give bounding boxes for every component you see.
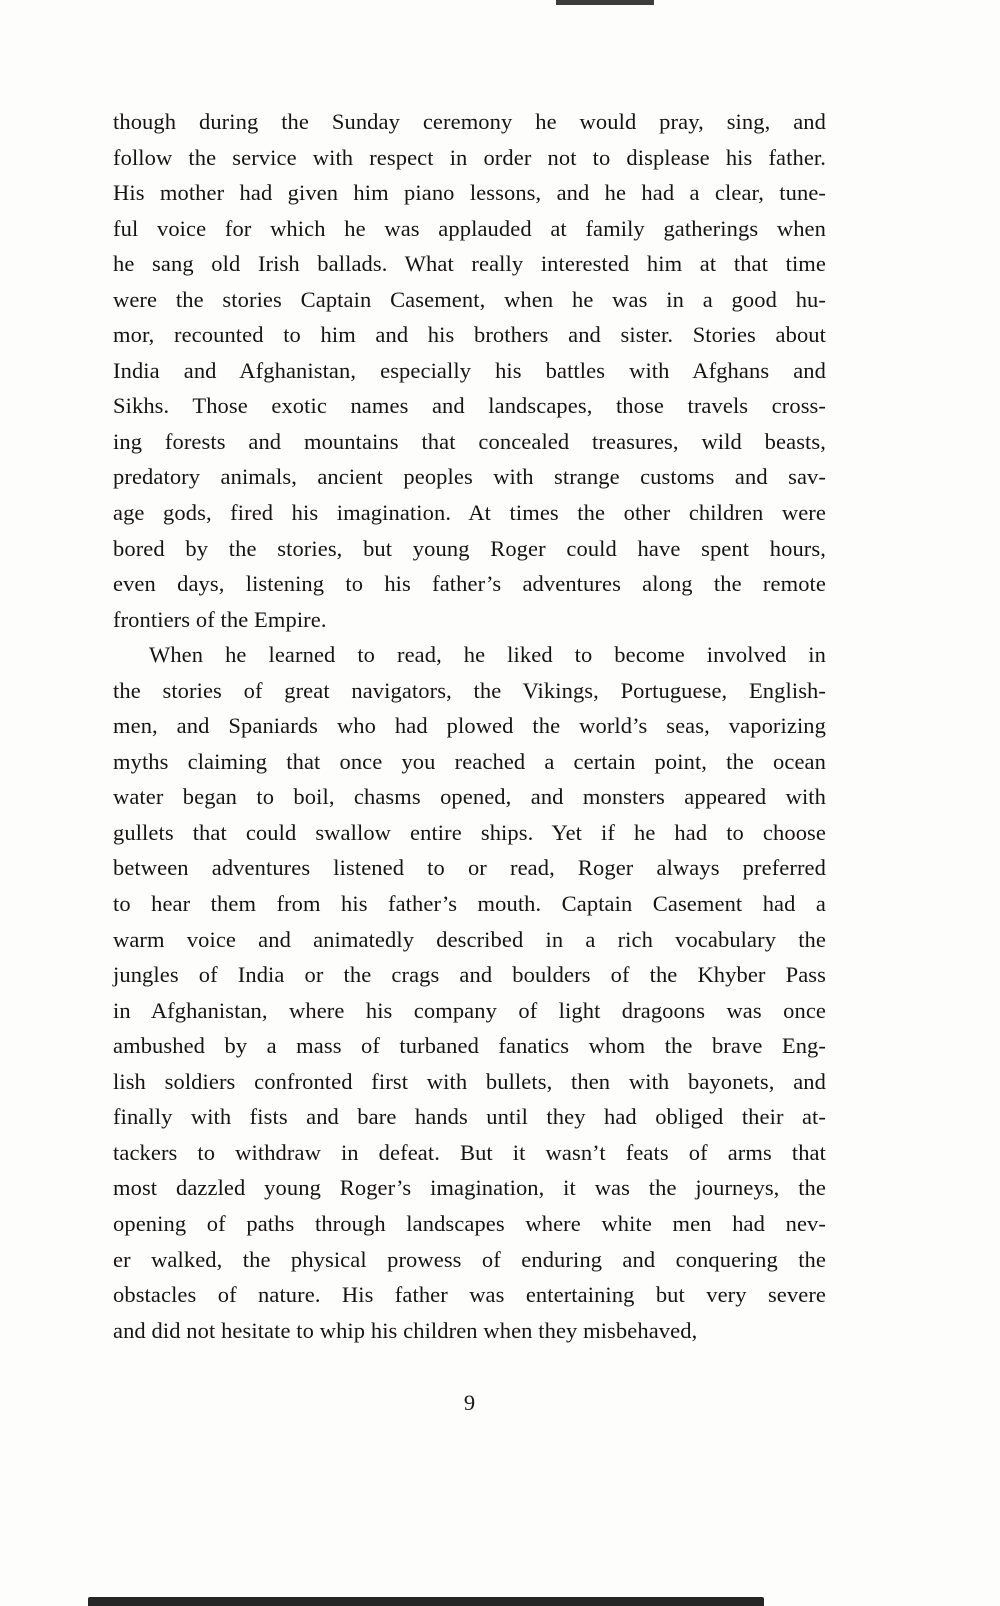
text-line: mor, recounted to him and his brothers and sister. Stories about bbox=[113, 322, 826, 348]
body-text bbox=[113, 104, 826, 1348]
text-line: myths claiming that once you reached a certain point, the ocean bbox=[113, 748, 826, 774]
text-line: water began to boil, chasms opened, and monsters appeared with bbox=[113, 784, 826, 810]
text-line: obstacles of nature. His father was entertaining but very severe bbox=[113, 1282, 826, 1308]
text-line: and did not hesitate to whip his children when they misbehaved, bbox=[113, 1317, 698, 1343]
text-line: he sang old Irish ballads. What really interested him at that time bbox=[113, 251, 826, 277]
text-line: tackers to withdraw in defeat. But it wasn’t feats of arms that bbox=[113, 1139, 826, 1165]
scan-artifact-top bbox=[556, 0, 654, 5]
text-line: When he learned to read, he liked to become involved in bbox=[149, 642, 826, 668]
text-line: men, and Spaniards who had plowed the world’s seas, vaporizing bbox=[113, 713, 826, 739]
text-line: between adventures listened to or read, Roger always preferred bbox=[113, 855, 826, 881]
text-line: Sikhs. Those exotic names and landscapes, those travels cross- bbox=[113, 393, 826, 419]
scan-artifact-bottom bbox=[88, 1597, 764, 1606]
text-line: jungles of India or the crags and boulders of the Khyber Pass bbox=[113, 962, 826, 988]
text-line: in Afghanistan, where his company of light dragoons was once bbox=[113, 997, 826, 1023]
text-line: gullets that could swallow entire ships. Yet if he had to choose bbox=[113, 819, 826, 845]
text-line: opening of paths through landscapes where white men had nev- bbox=[113, 1210, 826, 1236]
paragraph bbox=[113, 104, 826, 637]
text-line: most dazzled young Roger’s imagination, it was the journeys, the bbox=[113, 1175, 826, 1201]
text-line: the stories of great navigators, the Vikings, Portuguese, English- bbox=[113, 677, 826, 703]
text-line: warm voice and animatedly described in a rich vocabulary the bbox=[113, 926, 826, 952]
text-line: lish soldiers confronted first with bullets, then with bayonets, and bbox=[113, 1068, 826, 1094]
text-line: er walked, the physical prowess of enduring and conquering the bbox=[113, 1246, 826, 1272]
text-line: ing forests and mountains that concealed treasures, wild beasts, bbox=[113, 428, 826, 454]
text-line: His mother had given him piano lessons, and he had a clear, tune- bbox=[113, 180, 826, 206]
text-line: ambushed by a mass of turbaned fanatics whom the brave Eng- bbox=[113, 1033, 826, 1059]
text-line: frontiers of the Empire. bbox=[113, 606, 327, 632]
text-line: India and Afghanistan, especially his battles with Afghans and bbox=[113, 357, 826, 383]
text-line: were the stories Captain Casement, when he was in a good hu- bbox=[113, 286, 826, 312]
text-line: to hear them from his father’s mouth. Captain Casement had a bbox=[113, 891, 826, 917]
paragraph bbox=[113, 637, 826, 1348]
page-number: 9 bbox=[463, 1390, 476, 1415]
text-line: bored by the stories, but young Roger could have spent hours, bbox=[113, 535, 826, 561]
text-line: though during the Sunday ceremony he would pray, sing, and bbox=[113, 109, 826, 134]
text-line: finally with fists and bare hands until they had obliged their at- bbox=[113, 1104, 826, 1130]
text-line: ful voice for which he was applauded at family gatherings when bbox=[113, 215, 826, 241]
text-line: predatory animals, ancient peoples with strange customs and sav- bbox=[113, 464, 826, 490]
text-line: follow the service with respect in order not to displease his father. bbox=[113, 144, 826, 170]
text-line: even days, listening to his father’s adventures along the remote bbox=[113, 571, 826, 597]
text-line: age gods, fired his imagination. At times the other children were bbox=[113, 500, 826, 526]
